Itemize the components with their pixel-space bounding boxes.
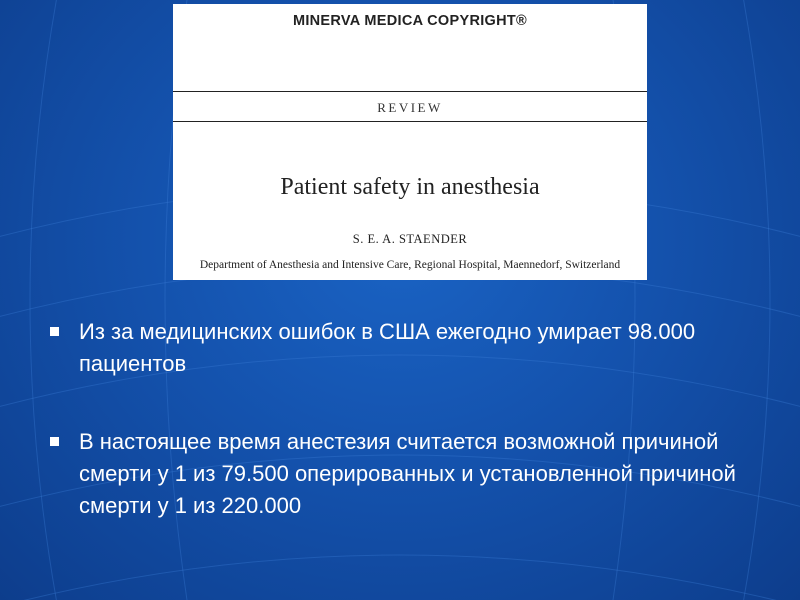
- copyright-notice: MINERVA MEDICA COPYRIGHT®: [292, 13, 528, 29]
- square-bullet-icon: [50, 327, 59, 336]
- paper-title: Patient safety in anesthesia: [280, 174, 540, 200]
- bullet-list: [48, 316, 748, 568]
- paper-header-image: [173, 4, 647, 280]
- paper-affiliation: Department of Anesthesia and Intensive Care, Regional Hospital, Maennedorf, Switzerland: [199, 259, 621, 271]
- bullet-item: [48, 316, 748, 380]
- bullet-text: Из за медицинских ошибок в США ежегодно умирает 98.000 пациентов: [79, 319, 696, 376]
- square-bullet-icon: [50, 437, 59, 446]
- divider-bottom: [173, 121, 647, 122]
- paper-author: S. E. A. STAENDER: [352, 232, 468, 246]
- bullet-item: [48, 426, 748, 522]
- bullet-text: В настоящее время анестезия считается возможной причиной смерти у 1 из 79.500 оперированных и установленной причиной смерти у 1 из 220.000: [79, 429, 736, 518]
- section-label: REVIEW: [377, 100, 443, 115]
- divider-top: [173, 91, 647, 92]
